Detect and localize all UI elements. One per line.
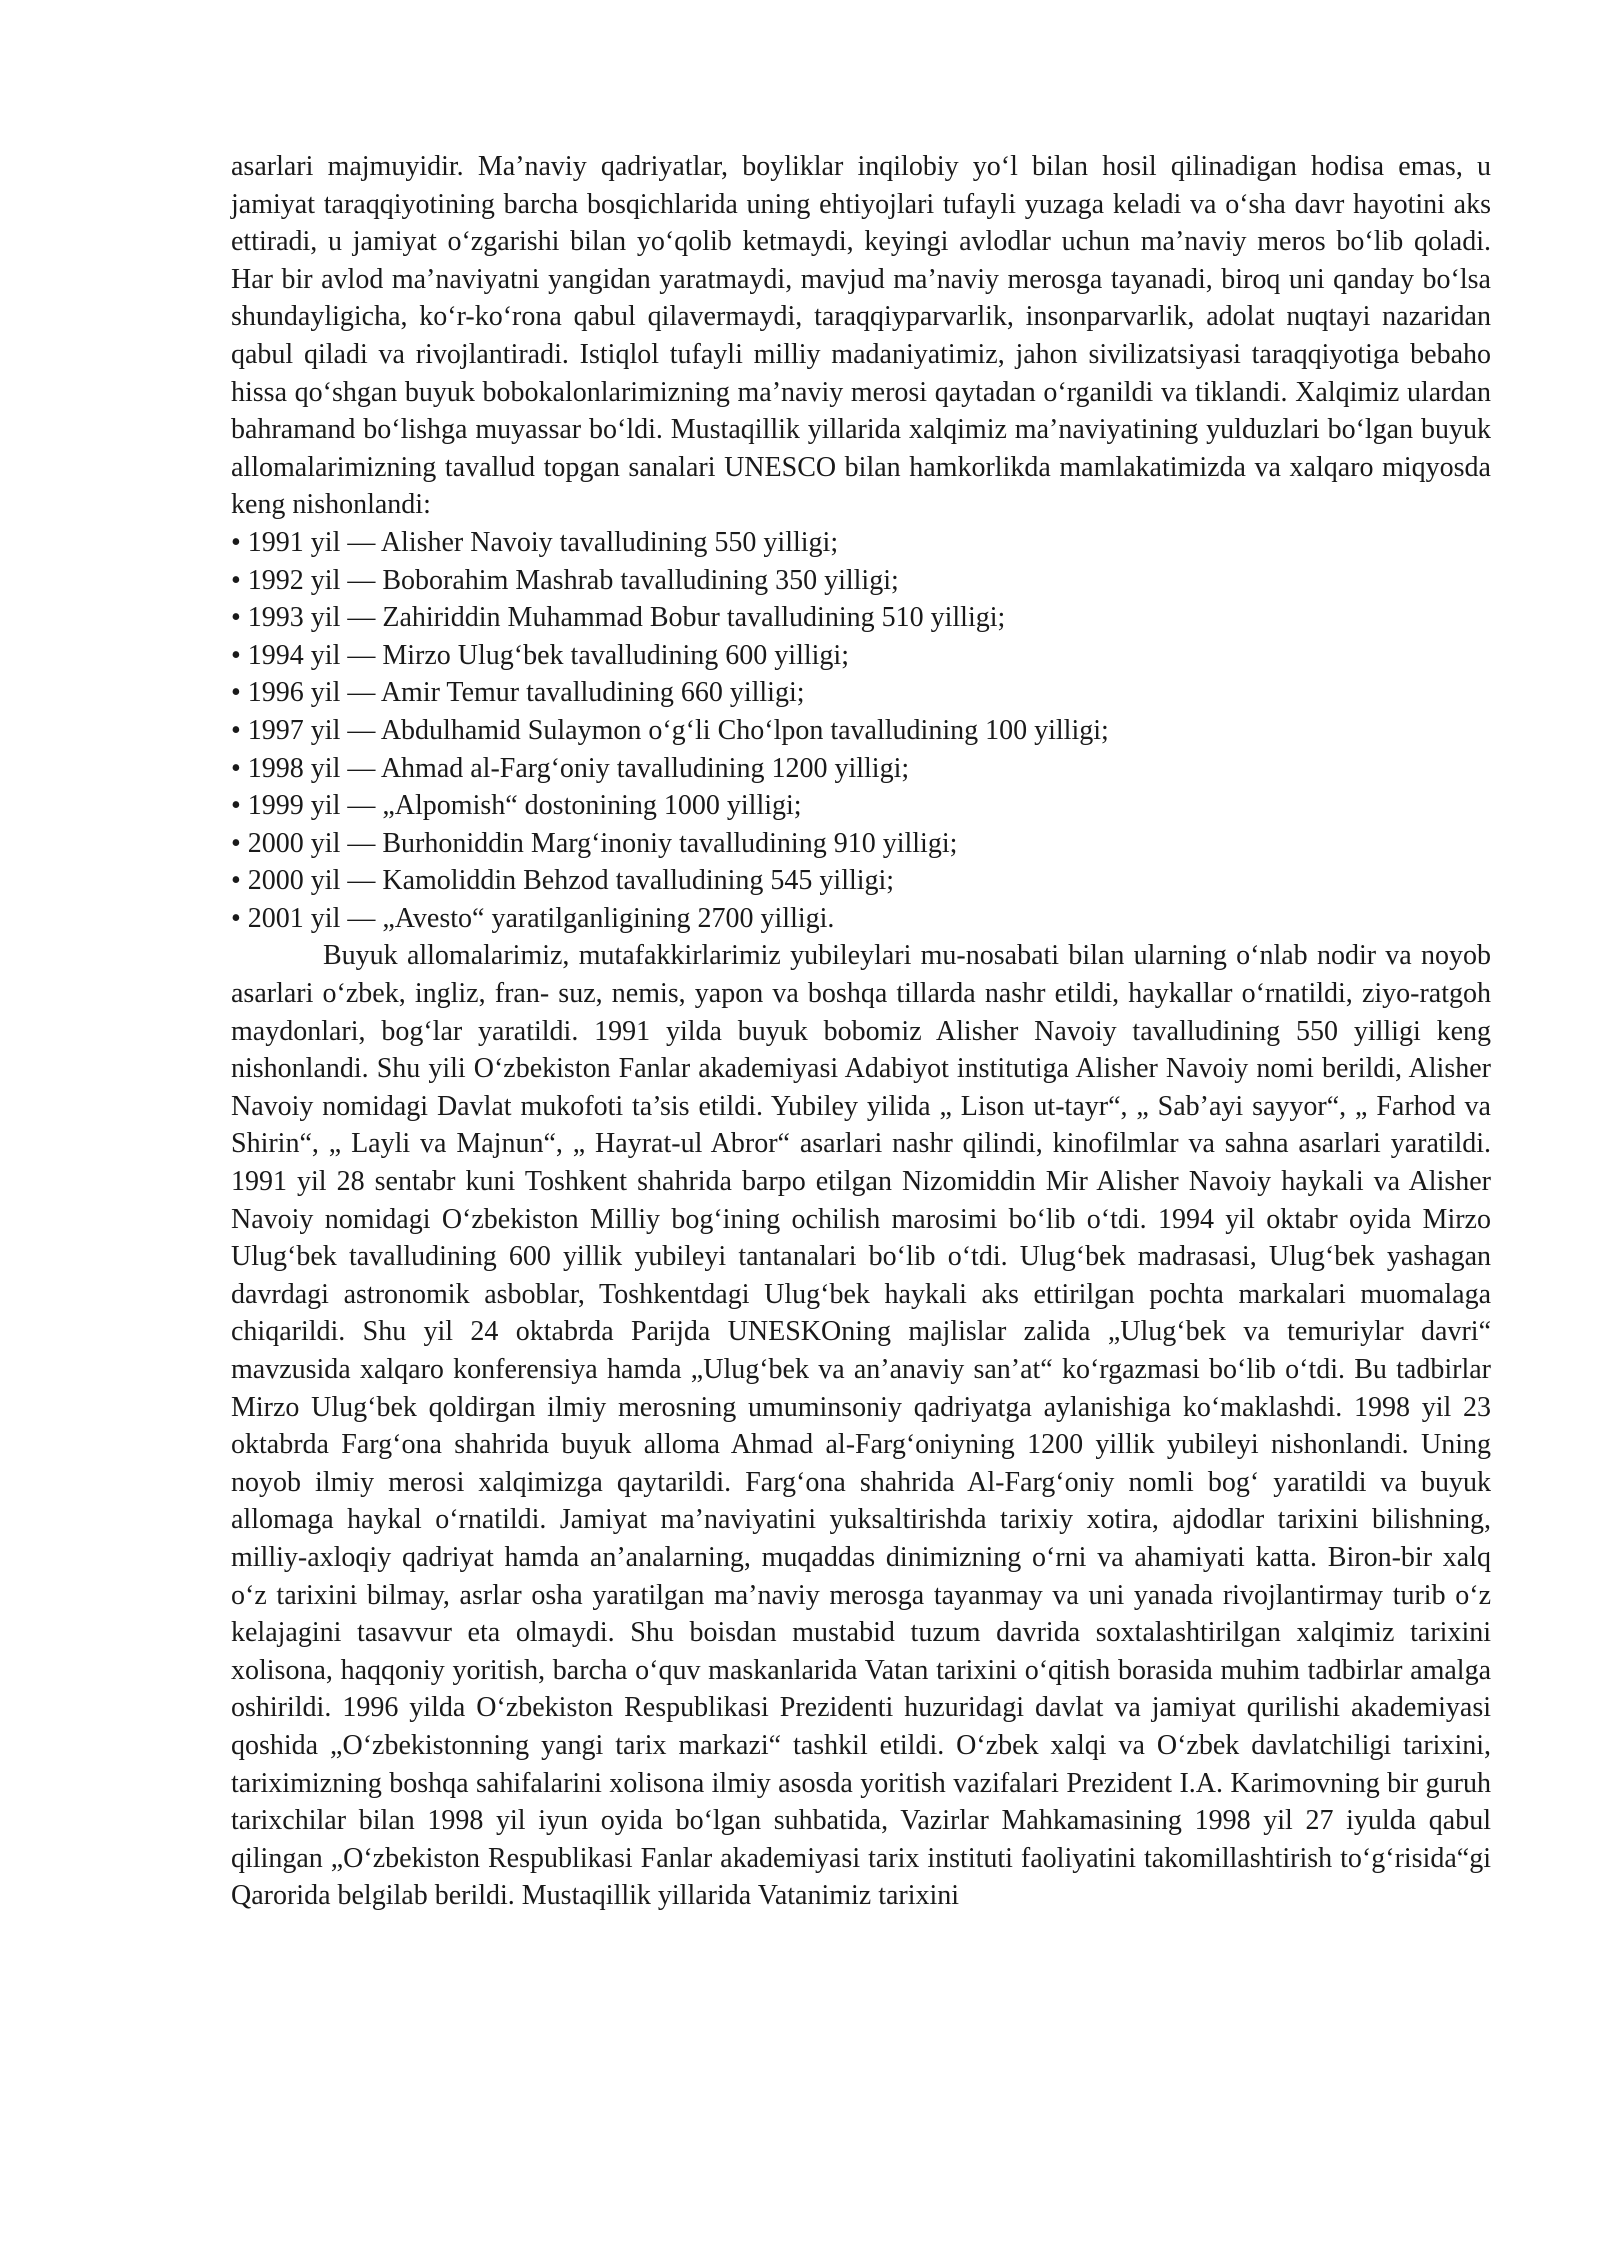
list-item: • 2001 yil — „Avesto“ yaratilganligining 2700 yilligi. [231, 902, 835, 934]
document-page [231, 148, 1491, 1915]
list-item: • 1996 yil — Amir Temur tavalludining 660 yilligi; [231, 677, 805, 709]
list-item: • 1999 yil — „Alpomish“ dostonining 1000 yilligi; [231, 790, 802, 822]
list-item: • 1994 yil — Mirzo Ulug‘bek tavalludining 600 yilligi; [231, 639, 849, 671]
intro-paragraph: asarlari majmuyidir. Ma’naviy qadriyatlar, boyliklar inqilobiy yo‘l bilan hosil qilinadigan hodisa emas, u jamiyat taraqqiyotining barcha bosqichlarida uning ehtiyojlari tufayli yuzaga keladi va o‘sha davr hayotini aks ettiradi, u jamiyat o‘zgarishi bilan yo‘qolib ketmaydi, keyingi avlodlar uchun ma’naviy meros bo‘lib qoladi. Har bir avlod ma’naviyatni yangidan yaratmaydi, mavjud ma’naviy merosga tayanadi, biroq uni qanday bo‘lsa shundayligicha, ko‘r-ko‘rona qabul qilavermaydi, taraqqiyparvarlik, insonparvarlik, adolat nuqtayi nazaridan qabul qiladi va rivojlantiradi. Istiqlol tufayli milliy madaniyatimiz, jahon sivilizatsiyasi taraqqiyotiga bebaho hissa qo‘shgan buyuk bobokalonlarimizning ma’naviy merosi qaytadan o‘rganildi va tiklandi. Xalqimiz ulardan bahramand bo‘lishga muyassar bo‘ldi. Mustaqillik yillarida xalqimiz ma’naviyatining yulduzlari bo‘lgan buyuk allomalarimizning tavallud topgan sanalari UNESCO bilan hamkorlikda mamlakatimizda va xalqaro miqyosda keng nishonlandi: [231, 151, 1491, 521]
list-item: • 2000 yil — Burhoniddin Marg‘inoniy tavalludining 910 yilligi; [231, 827, 958, 859]
list-item: • 2000 yil — Kamoliddin Behzod tavalludining 545 yilligi; [231, 865, 895, 897]
list-item: • 1992 yil — Boborahim Mashrab tavalludining 350 yilligi; [231, 564, 899, 596]
body-paragraph: Buyuk allomalarimiz, mutafakkirlarimiz yubileylari mu-nosabati bilan ularning o‘nlab nodir va noyob asarlari o‘zbek, ingliz, fran- suz, nemis, yapon va boshqa tillarda nashr etildi, haykallar o‘rnatildi, ziyo-ratgoh maydonlari, bog‘lar yaratildi. 1991 yilda buyuk bobomiz Alisher Navoiy tavalludining 550 yilligi keng nishonlandi. Shu yili O‘zbekiston Fanlar akademiyasi Adabiyot institutiga Alisher Navoiy nomi berildi, Alisher Navoiy nomidagi Davlat mukofoti ta’sis etildi. Yubiley yilida „ Lison ut-tayr“, „ Sab’ayi sayyor“, „ Farhod va Shirin“, „ Layli va Majnun“, „ Hayrat-ul Abror“ asarlari nashr qilindi, kinofilmlar va sahna asarlari yaratildi. 1991 yil 28 sentabr kuni Toshkent shahrida barpo etilgan Nizomiddin Mir Alisher Navoiy haykali va Alisher Navoiy nomidagi O‘zbekiston Milliy bog‘ining ochilish marosimi bo‘lib o‘tdi. 1994 yil oktabr oyida Mirzo Ulug‘bek tavalludining 600 yillik yubileyi tantanalari bo‘lib o‘tdi. Ulug‘bek madrasasi, Ulug‘bek yashagan davrdagi astronomik asboblar, Toshkentdagi Ulug‘bek haykali aks ettirilgan pochta markalari muomalaga chiqarildi. Shu yil 24 oktabrda Parijda UNESKOning majlislar zalida „Ulug‘bek va temuriylar davri“ mavzusida xalqaro konferensiya hamda „Ulug‘bek va an’anaviy san’at“ ko‘rgazmasi bo‘lib o‘tdi. Bu tadbirlar Mirzo Ulug‘bek qoldirgan ilmiy merosning umuminsoniy qadriyatga aylanishiga ko‘maklashdi. 1998 yil 23 oktabrda Farg‘ona shahrida buyuk alloma Ahmad al-Farg‘oniyning 1200 yillik yubileyi nishonlandi. Uning noyob ilmiy merosi xalqimizga qaytarildi. Farg‘ona shahrida Al-Farg‘oniy nomli bog‘ yaratildi va buyuk allomaga haykal o‘rnatildi. Jamiyat ma’naviyatini yuksaltirishda tarixiy xotira, ajdodlar tarixini bilishning, milliy-axloqiy qadriyat hamda an’analarning, muqaddas dinimizning o‘rni va ahamiyati katta. Biron-bir xalq o‘z tarixini bilmay, asrlar osha yaratilgan ma’naviy merosga tayanmay va uni yanada rivojlantirmay turib o‘z kelajagini tasavvur eta olmaydi. Shu boisdan mustabid tuzum davrida soxtalashtirilgan xalqimiz tarixini xolisona, haqqoniy yoritish, barcha o‘quv maskanlarida Vatan tarixini o‘qitish borasida muhim tadbirlar amalga oshirildi. 1996 yilda O‘zbekiston Respublikasi Prezidenti huzuridagi davlat va jamiyat qurilishi akademiyasi qoshida „O‘zbekistonning yangi tarix markazi“ tashkil etildi. O‘zbek xalqi va O‘zbek davlatchiligi tarixini, tariximizning boshqa sahifalarini xolisona ilmiy asosda yoritish vazifalari Prezident I.A. Karimovning bir guruh tarixchilar bilan 1998 yil iyun oyida bo‘lgan suhbatida, Vazirlar Mahkamasining 1998 yil 27 iyulda qabul qilingan „O‘zbekiston Respublikasi Fanlar akademiyasi tarix instituti faoliyatini takomillashtirish to‘g‘risida“gi Qarorida belgilab berildi. Mustaqillik yillarida Vatanimiz tarixini [231, 940, 1491, 1912]
anniversary-list [231, 524, 1491, 938]
list-item: • 1998 yil — Ahmad al-Farg‘oniy tavalludining 1200 yilligi; [231, 752, 910, 784]
list-item: • 1993 yil — Zahiriddin Muhammad Bobur tavalludining 510 yilligi; [231, 602, 1006, 634]
list-item: • 1997 yil — Abdulhamid Sulaymon o‘g‘li Cho‘lpon tavalludining 100 yilligi; [231, 714, 1109, 746]
list-item: • 1991 yil — Alisher Navoiy tavalludining 550 yilligi; [231, 526, 839, 558]
